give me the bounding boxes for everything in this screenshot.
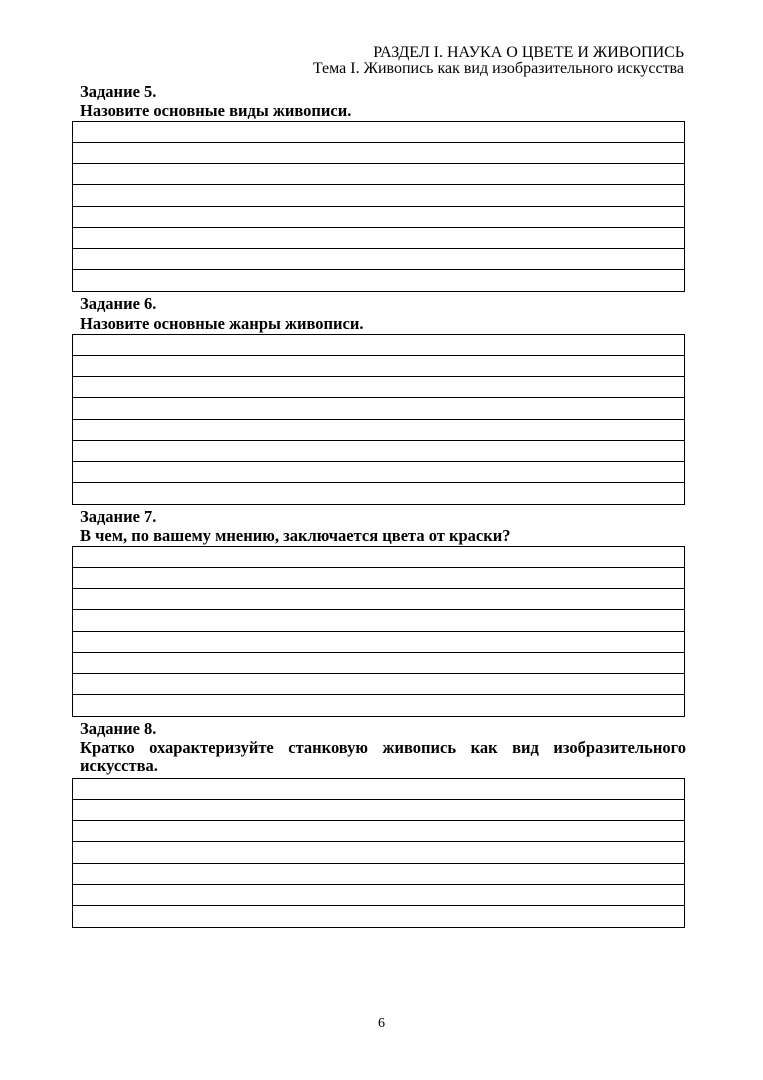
task-5-question: Назовите основные виды живописи. bbox=[80, 101, 352, 120]
task-6-answer-lines[interactable] bbox=[72, 334, 685, 505]
task-5-title: Задание 5. bbox=[80, 82, 157, 101]
answer-line[interactable] bbox=[73, 249, 684, 270]
answer-line[interactable] bbox=[73, 356, 684, 377]
answer-line[interactable] bbox=[73, 568, 684, 589]
answer-line[interactable] bbox=[73, 207, 684, 228]
task-8-question: Кратко охарактеризуйте станковую живопись как вид изобразительного искусства. bbox=[80, 738, 686, 775]
answer-line[interactable] bbox=[73, 779, 684, 800]
task-6-title: Задание 6. bbox=[80, 294, 157, 313]
answer-line[interactable] bbox=[73, 143, 684, 164]
answer-line[interactable] bbox=[73, 377, 684, 398]
answer-line[interactable] bbox=[73, 228, 684, 249]
answer-line[interactable] bbox=[73, 462, 684, 483]
answer-line[interactable] bbox=[73, 674, 684, 695]
task-7-answer-lines[interactable] bbox=[72, 546, 685, 717]
task-8-title: Задание 8. bbox=[80, 719, 157, 738]
answer-line[interactable] bbox=[73, 610, 684, 631]
answer-line[interactable] bbox=[73, 632, 684, 653]
task-7-title: Задание 7. bbox=[80, 507, 157, 526]
answer-line[interactable] bbox=[73, 695, 684, 716]
answer-line[interactable] bbox=[73, 589, 684, 610]
page-number: 6 bbox=[378, 1016, 385, 1031]
answer-line[interactable] bbox=[73, 653, 684, 674]
answer-line[interactable] bbox=[73, 547, 684, 568]
answer-line[interactable] bbox=[73, 821, 684, 842]
answer-line[interactable] bbox=[73, 800, 684, 821]
task-6-question: Назовите основные жанры живописи. bbox=[80, 314, 364, 333]
answer-line[interactable] bbox=[73, 906, 684, 927]
answer-line[interactable] bbox=[73, 398, 684, 419]
answer-line[interactable] bbox=[73, 270, 684, 291]
answer-line[interactable] bbox=[73, 885, 684, 906]
task-8-answer-lines[interactable] bbox=[72, 778, 685, 928]
answer-line[interactable] bbox=[73, 420, 684, 441]
answer-line[interactable] bbox=[73, 122, 684, 143]
answer-line[interactable] bbox=[73, 842, 684, 863]
answer-line[interactable] bbox=[73, 441, 684, 462]
answer-line[interactable] bbox=[73, 483, 684, 504]
task-7-question: В чем, по вашему мнению, заключается цвета от краски? bbox=[80, 526, 511, 545]
running-header-topic: Тема I. Живопись как вид изобразительного искусства bbox=[312, 60, 684, 77]
answer-line[interactable] bbox=[73, 185, 684, 206]
answer-line[interactable] bbox=[73, 335, 684, 356]
answer-line[interactable] bbox=[73, 164, 684, 185]
running-header-section: РАЗДЕЛ I. НАУКА О ЦВЕТЕ И ЖИВОПИСЬ bbox=[373, 44, 684, 61]
answer-line[interactable] bbox=[73, 864, 684, 885]
task-5-answer-lines[interactable] bbox=[72, 121, 685, 292]
